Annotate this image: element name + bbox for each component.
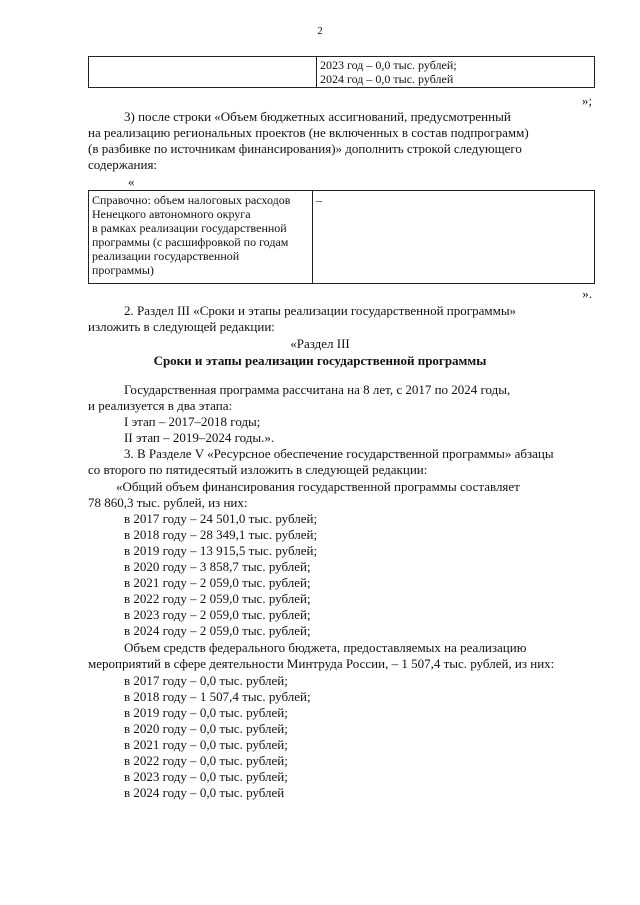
closing-quote: »;	[581, 93, 592, 108]
paragraph-line: изложить в следующей редакции:	[88, 319, 275, 334]
page-number: 2	[317, 25, 323, 37]
table-budget-continuation	[88, 56, 595, 88]
federal-year-item: в 2022 году – 0,0 тыс. рублей;	[124, 753, 288, 768]
total-year-item: в 2024 году – 2 059,0 тыс. рублей;	[124, 623, 311, 638]
paragraph-line: «Общий объем финансирования государственной программы составляет	[116, 479, 520, 494]
table-cell-years	[317, 57, 595, 88]
paragraph-line: на реализацию региональных проектов (не включенных в состав подпрограмм)	[88, 125, 529, 140]
federal-year-item: в 2023 году – 0,0 тыс. рублей;	[124, 769, 288, 784]
paragraph-line: содержания:	[88, 157, 158, 172]
federal-year-item: в 2020 году – 0,0 тыс. рублей;	[124, 721, 288, 736]
table-line: программы)	[92, 263, 154, 277]
table-cell-empty	[89, 57, 317, 88]
section-title: Сроки и этапы реализации государственной программы	[153, 353, 487, 368]
table-line: в рамках реализации государственной	[92, 221, 287, 235]
table-line: реализации государственной	[92, 249, 240, 263]
total-year-item: в 2018 году – 28 349,1 тыс. рублей;	[124, 527, 318, 542]
federal-year-item: в 2017 году – 0,0 тыс. рублей;	[124, 673, 288, 688]
stage-line: II этап – 2019–2024 годы.».	[124, 430, 275, 445]
table-line: Ненецкого автономного округа	[92, 207, 251, 221]
paragraph-line: мероприятий в сфере деятельности Минтруда России, – 1 507,4 тыс. рублей, из них:	[88, 656, 555, 671]
total-year-item: в 2021 году – 2 059,0 тыс. рублей;	[124, 575, 311, 590]
stage-line: I этап – 2017–2018 годы;	[124, 414, 261, 429]
table-line: программы (с расшифровкой по годам	[92, 235, 289, 249]
federal-year-item: в 2019 году – 0,0 тыс. рублей;	[124, 705, 288, 720]
table-cell-label	[89, 191, 313, 284]
total-year-item: в 2019 году – 13 915,5 тыс. рублей;	[124, 543, 318, 558]
table-cell-value: –	[313, 191, 595, 284]
closing-quote: ».	[582, 286, 592, 301]
federal-year-item: в 2024 году – 0,0 тыс. рублей	[124, 785, 285, 800]
total-year-item: в 2022 году – 2 059,0 тыс. рублей;	[124, 591, 311, 606]
opening-quote: «	[128, 174, 135, 189]
table-tax-expenditures	[88, 190, 595, 284]
federal-year-item: в 2021 году – 0,0 тыс. рублей;	[124, 737, 288, 752]
paragraph-line: 3. В Разделе V «Ресурсное обеспечение государственной программы» абзацы	[124, 446, 554, 461]
paragraph-line: Государственная программа рассчитана на 8 лет, с 2017 по 2024 годы,	[124, 382, 511, 397]
table-line: Справочно: объем налоговых расходов	[92, 193, 291, 207]
table-line: 2023 год – 0,0 тыс. рублей;	[320, 58, 457, 72]
paragraph-line: Объем средств федерального бюджета, предоставляемых на реализацию	[124, 640, 527, 655]
total-year-item: в 2020 году – 3 858,7 тыс. рублей;	[124, 559, 311, 574]
paragraph-line: 3) после строки «Объем бюджетных ассигнований, предусмотренный	[124, 109, 511, 124]
total-year-item: в 2023 году – 2 059,0 тыс. рублей;	[124, 607, 311, 622]
total-year-item: в 2017 году – 24 501,0 тыс. рублей;	[124, 511, 318, 526]
paragraph-line: и реализуется в два этапа:	[88, 398, 233, 413]
section-label: «Раздел III	[290, 336, 350, 351]
paragraph-line: 2. Раздел III «Сроки и этапы реализации государственной программы»	[124, 303, 517, 318]
paragraph-line: со второго по пятидесятый изложить в следующей редакции:	[88, 462, 428, 477]
federal-year-item: в 2018 году – 1 507,4 тыс. рублей;	[124, 689, 311, 704]
table-line: 2024 год – 0,0 тыс. рублей	[320, 72, 454, 86]
paragraph-line: 78 860,3 тыс. рублей, из них:	[88, 495, 248, 510]
paragraph-line: (в разбивке по источникам финансирования)» дополнить строкой следующего	[88, 141, 522, 156]
